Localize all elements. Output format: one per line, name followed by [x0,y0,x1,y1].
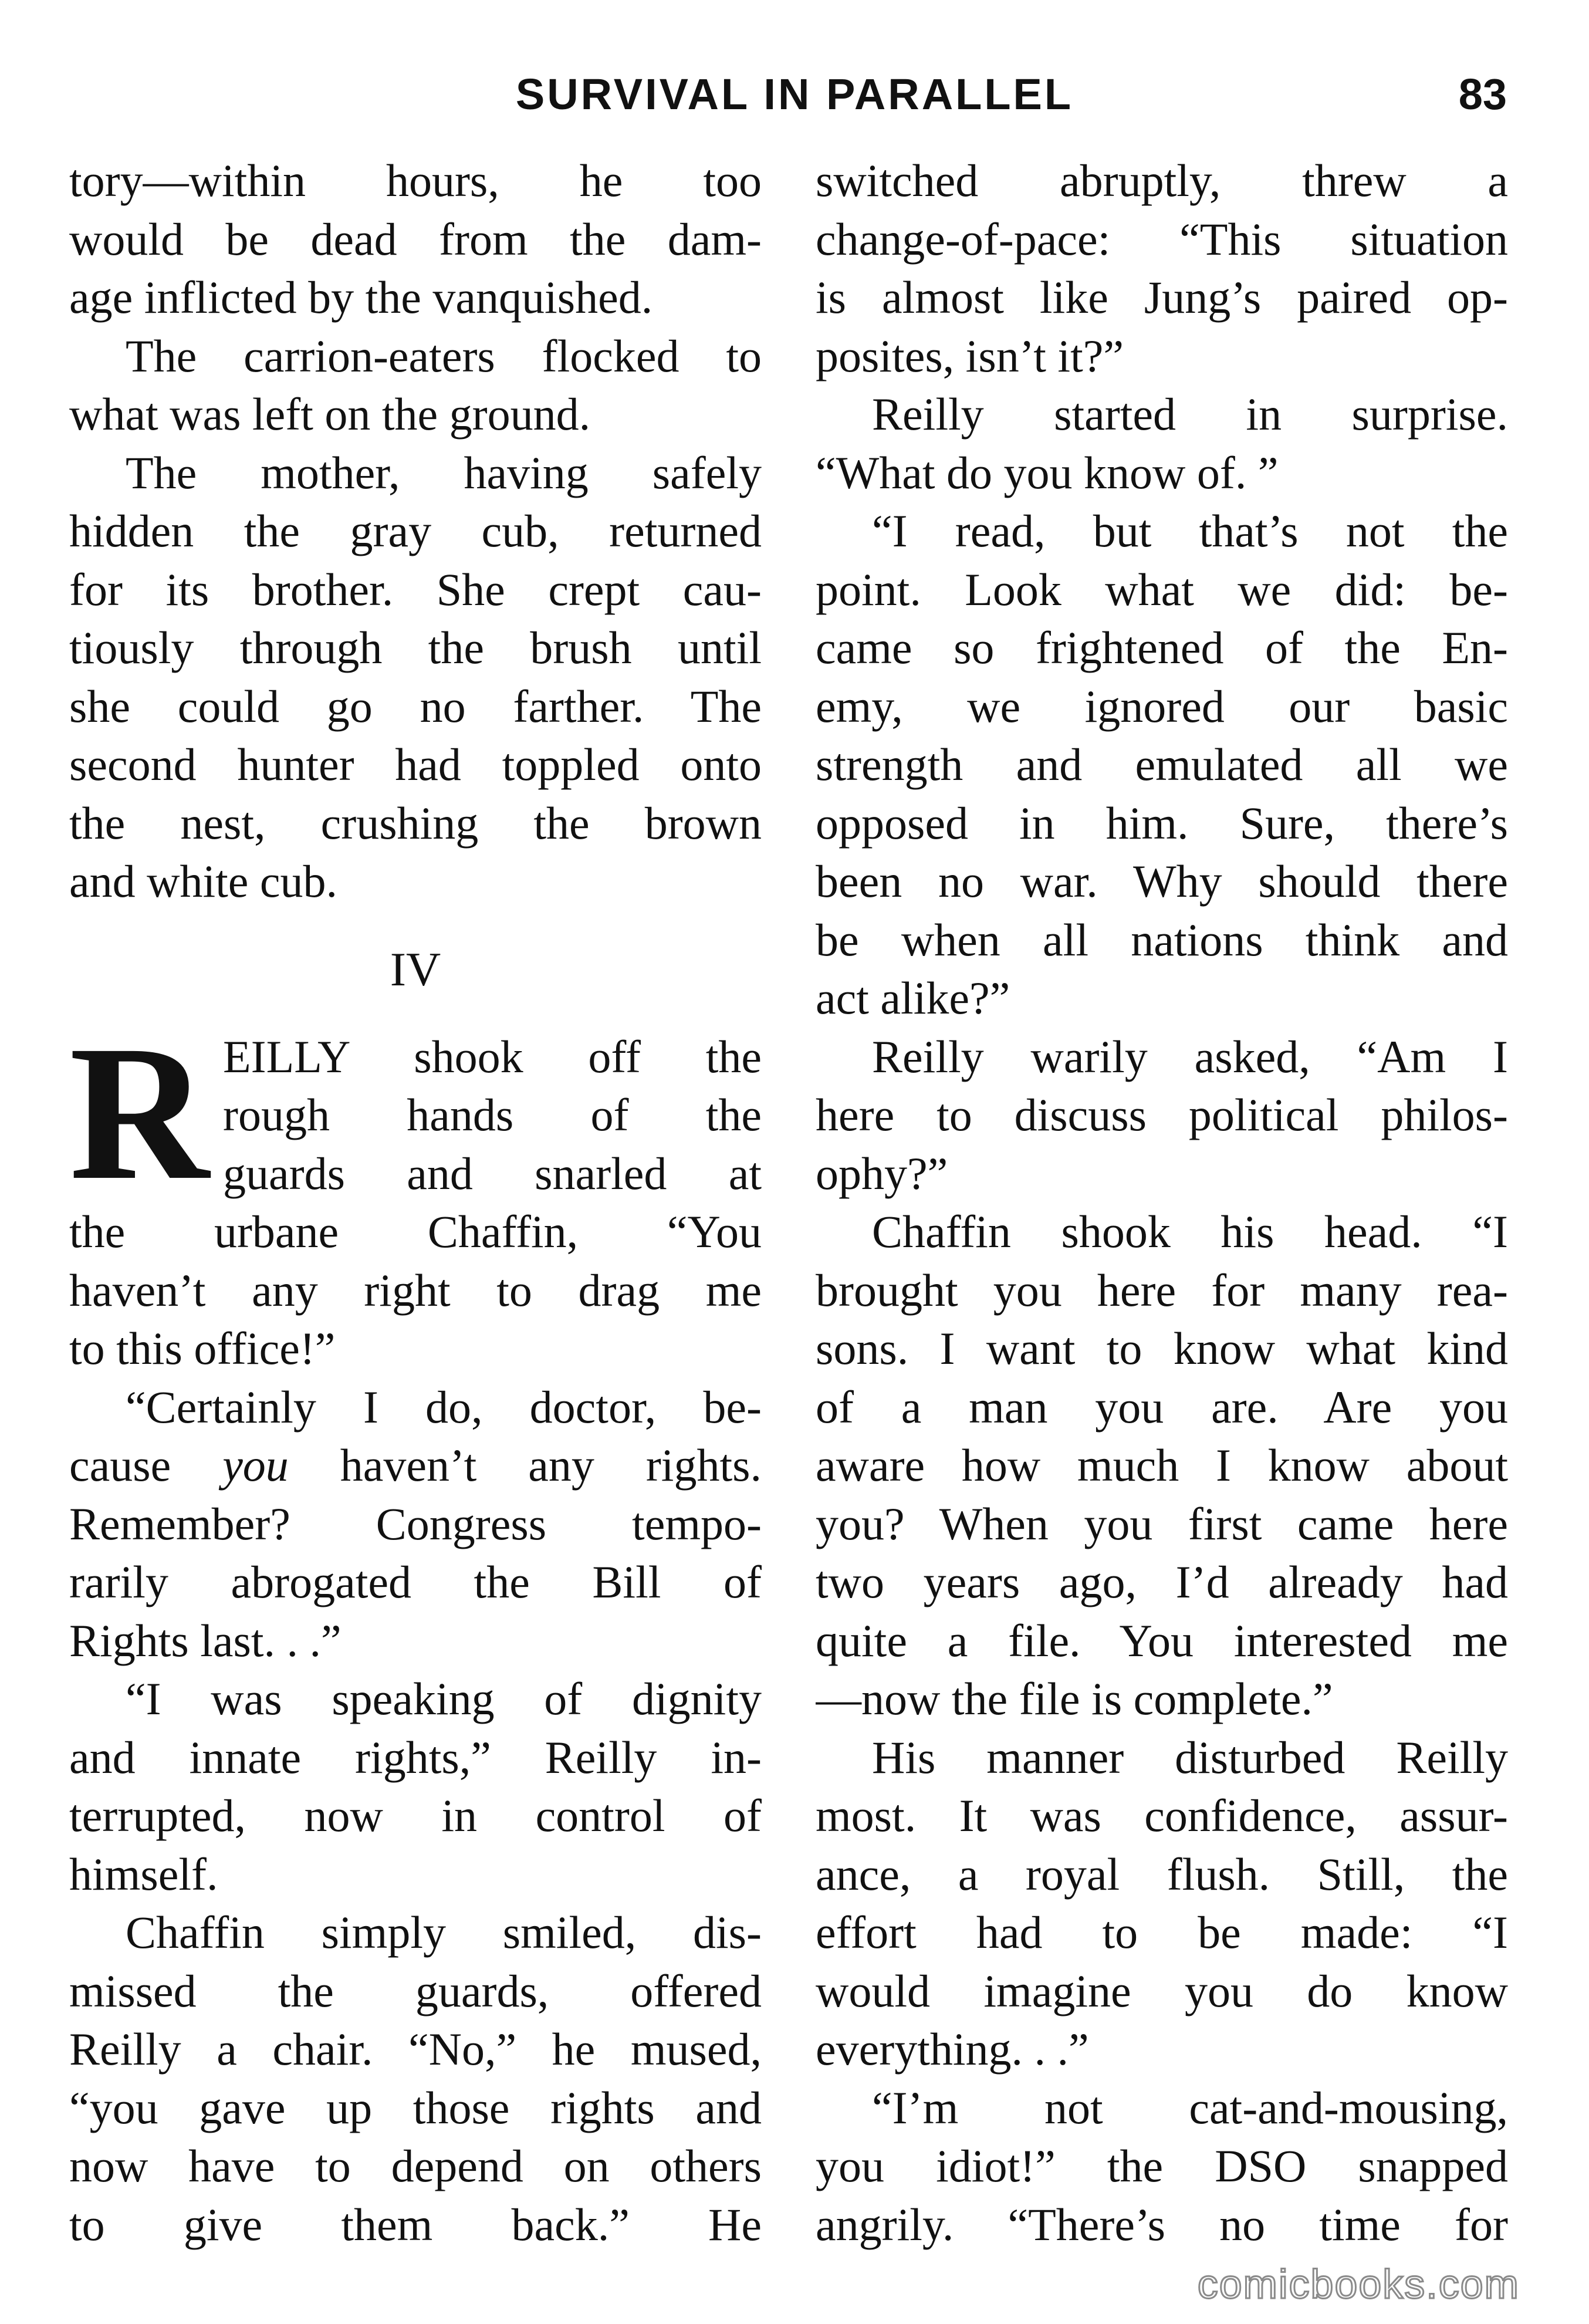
text-line: effort had to be made: “I [816,1907,1508,1958]
text-line: aware how much I know about [816,1440,1508,1491]
text-line-italic-mixed [69,1436,762,1495]
text-line: be when all nations think and [816,914,1508,965]
text-line: guards and snarled at [223,1147,762,1199]
text-line: switched abruptly, threw a [816,155,1508,206]
text-line: would imagine you do know [816,1965,1508,2016]
text-line: opposed in him. Sure, there’s [816,797,1508,849]
text-line: ance, a royal flush. Still, the [816,1848,1508,1900]
text-line: “I read, but that’s not the [872,505,1508,556]
text-line: Chaffin shook his head. “I [872,1206,1508,1257]
watermark: comicbooks.com [1197,2261,1520,2307]
text-line: brought you here for many rea- [816,1264,1508,1316]
text-line: two years ago, I’d already had [816,1556,1508,1607]
text-line: what was left on the ground. [69,389,591,440]
text-line: is almost like Jung’s paired op- [816,272,1508,323]
drop-cap: R [69,1005,209,1220]
text-line: strength and emulated all we [816,739,1508,790]
text-line: and innate rights,” Reilly in- [69,1731,762,1783]
emphasis: you [222,1440,289,1491]
text-line: you? When you first came here [816,1498,1508,1549]
dropcap-paragraph [69,1005,762,1220]
text-line: here to discuss political philos- [816,1089,1508,1140]
text-line: you idiot!” the DSO snapped [816,2140,1508,2191]
text-line: rough hands of the [223,1089,762,1140]
text-line: His manner disturbed Reilly [872,1731,1508,1783]
text-line: now have to depend on others [69,2140,762,2191]
section-number: IV [390,942,441,996]
text-line: The mother, having safely [126,447,762,498]
text-line: she could go no farther. The [69,680,762,732]
text-line: of a man you are. Are you [816,1381,1508,1433]
text-line: sons. I want to know what kind [816,1323,1508,1374]
text-line: missed the guards, offered [69,1965,762,2016]
text-line: Rights last. . .” [69,1614,342,1666]
text-line: Chaffin simply smiled, dis- [126,1907,762,1958]
left-column [69,151,762,2254]
text-line: and white cub. [69,856,338,907]
text-line: hidden the gray cub, returned [69,505,762,556]
text-line: “What do you know of. ” [816,447,1279,498]
text-line: Remember? Congress tempo- [69,1498,762,1549]
text-line: act alike?” [816,972,1010,1023]
text-line: terrupted, now in control of [69,1790,762,1841]
text-line: —now the file is complete.” [816,1673,1333,1724]
text-fragment: haven’t any rights. [288,1440,762,1491]
text-line: rarily abrogated the Bill of [69,1556,762,1607]
right-column [816,151,1508,2254]
text-line: EILLY shook off the [223,1031,762,1082]
text-line: everything. . .” [816,2024,1089,2075]
text-line: change-of-pace: “This situation [816,213,1508,265]
text-line: ophy?” [816,1147,948,1199]
text-line: been no war. Why should there [816,856,1508,907]
text-line: second hunter had toppled onto [69,739,762,790]
text-line: “I’m not cat-and-mousing, [872,2082,1508,2133]
page-number: 83 [1458,70,1507,119]
text-line: age inflicted by the vanquished. [69,272,653,323]
text-line: most. It was confidence, assur- [816,1790,1508,1841]
text-line: point. Look what we did: be- [816,563,1508,615]
text-line: tory—within hours, he too [69,155,762,206]
text-line: himself. [69,1848,218,1900]
text-line: came so frightened of the En- [816,622,1508,673]
text-line: Reilly started in surprise. [872,389,1508,440]
text-line: to this office!” [69,1323,336,1374]
text-line: the nest, crushing the brown [69,797,762,849]
running-head [0,69,1589,134]
text-line: emy, we ignored our basic [816,680,1508,732]
text-line: for its brother. She crept cau- [69,563,762,615]
text-line: to give them back.” He [69,2198,762,2250]
text-line: tiously through the brush until [69,622,762,673]
text-line: Reilly a chair. “No,” he mused, [69,2024,762,2075]
text-line: haven’t any right to drag me [69,1264,762,1316]
text-line: quite a file. You interested me [816,1614,1508,1666]
text-line: would be dead from the dam- [69,213,762,265]
text-line: “you gave up those rights and [69,2082,762,2133]
running-title: SURVIVAL IN PARALLEL [515,70,1074,119]
text-line: posites, isn’t it?” [816,330,1124,381]
text-line: The carrion-eaters flocked to [126,330,762,381]
text-line: “I was speaking of dignity [126,1673,762,1724]
text-line: Reilly warily asked, “Am I [872,1031,1508,1082]
text-line: “Certainly I do, doctor, be- [126,1381,762,1433]
text-line: the urbane Chaffin, “You [69,1206,762,1257]
text-line: angrily. “There’s no time for [816,2198,1508,2250]
text-fragment: cause [69,1440,223,1491]
